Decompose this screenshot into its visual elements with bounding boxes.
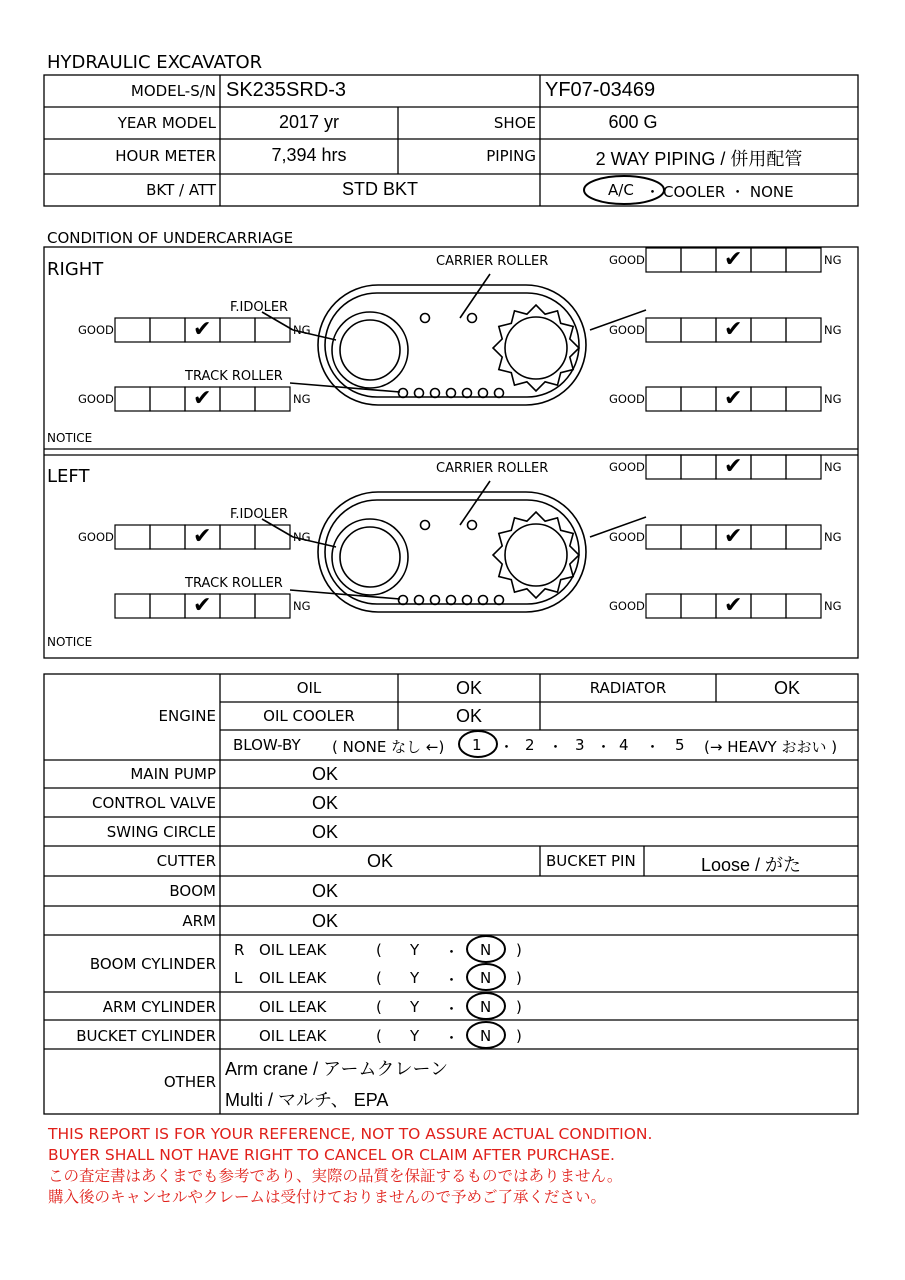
track-roller-leader xyxy=(290,383,400,392)
left-notice-label: NOTICE xyxy=(47,635,93,649)
ac-option: A/C xyxy=(608,181,634,199)
right-f-idoler-scale-box-1 xyxy=(115,318,150,342)
left-track-link-scale-box-2 xyxy=(681,594,716,618)
carrier-roller-1 xyxy=(421,521,430,530)
right-carrier-roller-scale-ng: NG xyxy=(824,253,842,267)
track-inner xyxy=(325,293,579,397)
track-diagram-right xyxy=(262,274,646,405)
blowby-dot-1: ・ xyxy=(499,738,515,756)
right-track-roller-scale-box-5 xyxy=(255,387,290,411)
left-track-roller-scale-box-1 xyxy=(115,594,150,618)
bucket-pin-value: Loose / がた xyxy=(700,855,802,875)
left-sprocket-scale-ng: NG xyxy=(824,530,842,544)
left-carrier-roller-scale-check: ✔ xyxy=(724,454,743,479)
boom-r-paren-close: ) xyxy=(516,941,522,959)
right-f-idoler-scale-check: ✔ xyxy=(193,317,212,342)
radiator-value: OK xyxy=(773,678,800,698)
arm-oil-leak-label: OIL LEAK xyxy=(259,998,327,1016)
track-roller-6 xyxy=(479,389,488,398)
blowby-none: ( NONE なし ←) xyxy=(332,738,445,756)
track-roller-2 xyxy=(415,389,424,398)
right-track-roller-label: TRACK ROLLER xyxy=(185,369,283,384)
track-roller-6 xyxy=(479,596,488,605)
right-sprocket-scale-check: ✔ xyxy=(724,317,743,342)
blowby-1: 1 xyxy=(472,736,482,754)
right-carrier-roller-scale-good: GOOD xyxy=(609,253,645,267)
left-f-idoler-scale-box-2 xyxy=(150,525,185,549)
right-f-idoler-label: F.IDOLER xyxy=(230,300,289,315)
bucket-pin-label: BUCKET PIN xyxy=(546,852,636,870)
left-track-link-scale-ng: NG xyxy=(824,599,842,613)
right-sprocket-scale-box-4 xyxy=(751,318,786,342)
ac-other-options: COOLER ・ NONE xyxy=(663,183,794,201)
left-carrier-roller-scale-ng: NG xyxy=(824,460,842,474)
track-diagram-left xyxy=(262,481,646,612)
blowby-dot-4: ・ xyxy=(645,738,661,756)
carrier-roller-1 xyxy=(421,314,430,323)
year-label: YEAR MODEL xyxy=(117,114,216,132)
left-sprocket-scale-box-5 xyxy=(786,525,821,549)
left-track-roller-scale-box-4 xyxy=(220,594,255,618)
right-side-label: RIGHT xyxy=(47,259,104,280)
radiator-label: RADIATOR xyxy=(589,679,667,697)
right-f-idoler-scale-good: GOOD xyxy=(78,323,114,337)
boom-l-paren-close: ) xyxy=(516,969,522,987)
right-track-roller-scale-check: ✔ xyxy=(193,386,212,411)
blowby-label: BLOW-BY xyxy=(233,736,301,754)
arm-label: ARM xyxy=(182,912,216,930)
other-line-1: Arm crane / アームクレーン xyxy=(225,1059,449,1079)
swing-circle-label: SWING CIRCLE xyxy=(106,823,216,841)
shoe-label: SHOE xyxy=(493,114,536,132)
right-sprocket-scale-good: GOOD xyxy=(609,323,645,337)
hour-label: HOUR METER xyxy=(115,147,216,165)
blowby-2: 2 xyxy=(525,736,535,754)
boom-r-dot: ・ xyxy=(444,943,460,961)
boom-r-oil-leak-label: OIL LEAK xyxy=(259,941,327,959)
boom-label: BOOM xyxy=(169,882,216,900)
main-pump-label: MAIN PUMP xyxy=(130,765,216,783)
left-carrier-roller-scale-box-4 xyxy=(751,455,786,479)
track-roller-4 xyxy=(447,389,456,398)
disclaimer-line-3: この査定書はあくまでも参考であり、実際の品質を保証するものではありません。 xyxy=(48,1167,623,1185)
track-roller-1 xyxy=(399,596,408,605)
oil-cooler-label: OIL COOLER xyxy=(263,707,355,725)
right-f-idoler-scale-box-4 xyxy=(220,318,255,342)
blowby-heavy: (→ HEAVY おおい ) xyxy=(704,738,838,756)
boom-value: OK xyxy=(312,881,339,901)
left-f-idoler-label: F.IDOLER xyxy=(230,507,289,522)
right-track-link-scale-check: ✔ xyxy=(724,386,743,411)
front-idler-outer xyxy=(332,519,408,595)
right-carrier-roller-scale-box-1 xyxy=(646,248,681,272)
left-track-link-scale-box-1 xyxy=(646,594,681,618)
left-track-link-scale-box-5 xyxy=(786,594,821,618)
boom-r-no: N xyxy=(480,941,492,959)
oil-label: OIL xyxy=(296,679,322,697)
sprocket-hub xyxy=(505,317,567,379)
left-carrier-roller-scale-box-5 xyxy=(786,455,821,479)
track-roller-5 xyxy=(463,596,472,605)
ac-separator: ・ xyxy=(645,183,661,201)
left-sprocket-scale-box-2 xyxy=(681,525,716,549)
front-idler-inner xyxy=(340,320,400,380)
track-roller-5 xyxy=(463,389,472,398)
bucket-paren-open: ( xyxy=(376,1027,382,1045)
boom-l-dot: ・ xyxy=(444,971,460,989)
sprocket-hub xyxy=(505,524,567,586)
bucket-dot: ・ xyxy=(444,1029,460,1047)
left-sprocket-scale-good: GOOD xyxy=(609,530,645,544)
right-track-link-scale-box-5 xyxy=(786,387,821,411)
right-carrier-roller-scale-box-4 xyxy=(751,248,786,272)
arm-paren-close: ) xyxy=(516,998,522,1016)
carrier-roller-leader xyxy=(460,481,490,525)
arm-dot: ・ xyxy=(444,1000,460,1018)
left-track-roller-scale-ng: NG xyxy=(293,599,311,613)
left-sprocket-scale-box-4 xyxy=(751,525,786,549)
blowby-5: 5 xyxy=(675,736,685,754)
left-f-idoler-scale-box-1 xyxy=(115,525,150,549)
left-track-link-scale-box-4 xyxy=(751,594,786,618)
right-carrier-roller-scale-box-5 xyxy=(786,248,821,272)
boom-cylinder-label: BOOM CYLINDER xyxy=(89,955,216,973)
engine-label: ENGINE xyxy=(158,707,216,725)
track-outer xyxy=(318,285,586,405)
boom-r-paren-open: ( xyxy=(376,941,382,959)
front-idler-inner xyxy=(340,527,400,587)
track-roller-4 xyxy=(447,596,456,605)
track-roller-3 xyxy=(431,596,440,605)
left-sprocket-scale-box-1 xyxy=(646,525,681,549)
right-track-roller-scale-box-1 xyxy=(115,387,150,411)
disclaimer-line-2: BUYER SHALL NOT HAVE RIGHT TO CANCEL OR CLAIM AFTER PURCHASE. xyxy=(48,1146,615,1164)
boom-l-yes: Y xyxy=(410,969,420,987)
left-track-roller-scale-check: ✔ xyxy=(193,593,212,618)
blowby-4: 4 xyxy=(619,736,629,754)
arm-yes: Y xyxy=(410,998,420,1016)
left-track-roller-scale-box-2 xyxy=(150,594,185,618)
front-idler-outer xyxy=(332,312,408,388)
piping-label: PIPING xyxy=(486,147,536,165)
right-track-roller-scale-box-2 xyxy=(150,387,185,411)
model-value: SK235SRD-3 xyxy=(226,79,347,101)
right-carrier-roller-scale-check: ✔ xyxy=(724,247,743,272)
bkt-label: BKT / ATT xyxy=(146,181,216,199)
left-track-link-scale-check: ✔ xyxy=(724,593,743,618)
arm-paren-open: ( xyxy=(376,998,382,1016)
carrier-roller-2 xyxy=(468,314,477,323)
track-roller-2 xyxy=(415,596,424,605)
left-carrier-roller-label: CARRIER ROLLER xyxy=(436,461,549,476)
blowby-3: 3 xyxy=(575,736,585,754)
disclaimer-line-4: 購入後のキャンセルやクレームは受付けておりませんので予めご了承ください。 xyxy=(48,1188,607,1206)
carrier-roller-leader xyxy=(460,274,490,318)
bkt-value: STD BKT xyxy=(341,179,418,199)
right-track-link-scale-box-2 xyxy=(681,387,716,411)
track-roller-3 xyxy=(431,389,440,398)
doc-title: HYDRAULIC EXCAVATOR xyxy=(47,52,263,73)
right-track-roller-scale-box-4 xyxy=(220,387,255,411)
left-track-roller-scale-box-5 xyxy=(255,594,290,618)
main-pump-value: OK xyxy=(312,764,339,784)
undercarriage-title: CONDITION OF UNDERCARRIAGE xyxy=(47,229,294,247)
oil-value: OK xyxy=(455,678,482,698)
left-carrier-roller-scale-box-1 xyxy=(646,455,681,479)
left-track-link-scale-good: GOOD xyxy=(609,599,645,613)
left-sprocket-scale-check: ✔ xyxy=(724,524,743,549)
track-roller-leader xyxy=(290,590,400,599)
bucket-yes: Y xyxy=(410,1027,420,1045)
control-valve-label: CONTROL VALVE xyxy=(91,794,216,812)
cutter-value: OK xyxy=(366,851,393,871)
right-f-idoler-scale-ng: NG xyxy=(293,323,311,337)
track-inner xyxy=(325,500,579,604)
right-track-link-scale-ng: NG xyxy=(824,392,842,406)
other-label: OTHER xyxy=(163,1073,216,1091)
bucket-cylinder-label: BUCKET CYLINDER xyxy=(76,1027,216,1045)
right-f-idoler-scale-box-5 xyxy=(255,318,290,342)
bucket-no: N xyxy=(480,1027,492,1045)
track-roller-1 xyxy=(399,389,408,398)
boom-r-yes: Y xyxy=(410,941,420,959)
left-f-idoler-scale-box-5 xyxy=(255,525,290,549)
left-f-idoler-scale-box-4 xyxy=(220,525,255,549)
track-roller-7 xyxy=(495,389,504,398)
right-track-link-scale-box-1 xyxy=(646,387,681,411)
boom-l-paren-open: ( xyxy=(376,969,382,987)
carrier-roller-2 xyxy=(468,521,477,530)
track-outer xyxy=(318,492,586,612)
right-track-roller-scale-ng: NG xyxy=(293,392,311,406)
hour-value: 7,394 hrs xyxy=(271,145,347,165)
arm-no: N xyxy=(480,998,492,1016)
cutter-label: CUTTER xyxy=(156,852,216,870)
left-f-idoler-scale-check: ✔ xyxy=(193,524,212,549)
left-side-label: LEFT xyxy=(47,466,90,487)
left-carrier-roller-scale-box-2 xyxy=(681,455,716,479)
left-track-roller-label: TRACK ROLLER xyxy=(185,576,283,591)
arm-value: OK xyxy=(312,911,339,931)
left-f-idoler-scale-ng: NG xyxy=(293,530,311,544)
serial-value: YF07-03469 xyxy=(545,79,656,101)
disclaimer-line-1: THIS REPORT IS FOR YOUR REFERENCE, NOT TO ASSURE ACTUAL CONDITION. xyxy=(48,1125,653,1143)
left-carrier-roller-scale-good: GOOD xyxy=(609,460,645,474)
piping-value: 2 WAY PIPING / 併用配管 xyxy=(595,149,803,169)
right-carrier-roller-label: CARRIER ROLLER xyxy=(436,254,549,269)
boom-l-side: L xyxy=(234,969,243,987)
right-carrier-roller-scale-box-2 xyxy=(681,248,716,272)
right-sprocket-scale-box-5 xyxy=(786,318,821,342)
right-sprocket-scale-box-2 xyxy=(681,318,716,342)
right-f-idoler-scale-box-2 xyxy=(150,318,185,342)
right-track-roller-scale-good: GOOD xyxy=(78,392,114,406)
right-track-link-scale-good: GOOD xyxy=(609,392,645,406)
blowby-dot-3: ・ xyxy=(596,738,612,756)
boom-r-side: R xyxy=(234,941,245,959)
left-f-idoler-scale-good: GOOD xyxy=(78,530,114,544)
bucket-oil-leak-label: OIL LEAK xyxy=(259,1027,327,1045)
blowby-dot-2: ・ xyxy=(548,738,564,756)
right-notice-label: NOTICE xyxy=(47,431,93,445)
year-value: 2017 yr xyxy=(278,112,340,132)
oil-cooler-value: OK xyxy=(455,706,482,726)
other-line-2: Multi / マルチ、 EPA xyxy=(225,1090,389,1110)
right-track-link-scale-box-4 xyxy=(751,387,786,411)
bucket-paren-close: ) xyxy=(516,1027,522,1045)
arm-cylinder-label: ARM CYLINDER xyxy=(102,998,216,1016)
right-sprocket-scale-box-1 xyxy=(646,318,681,342)
model-label: MODEL-S/N xyxy=(130,82,216,100)
shoe-value: 600 G xyxy=(608,112,658,132)
track-roller-7 xyxy=(495,596,504,605)
right-sprocket-scale-ng: NG xyxy=(824,323,842,337)
swing-circle-value: OK xyxy=(312,822,339,842)
control-valve-value: OK xyxy=(312,793,339,813)
boom-l-no: N xyxy=(480,969,492,987)
boom-l-oil-leak-label: OIL LEAK xyxy=(259,969,327,987)
